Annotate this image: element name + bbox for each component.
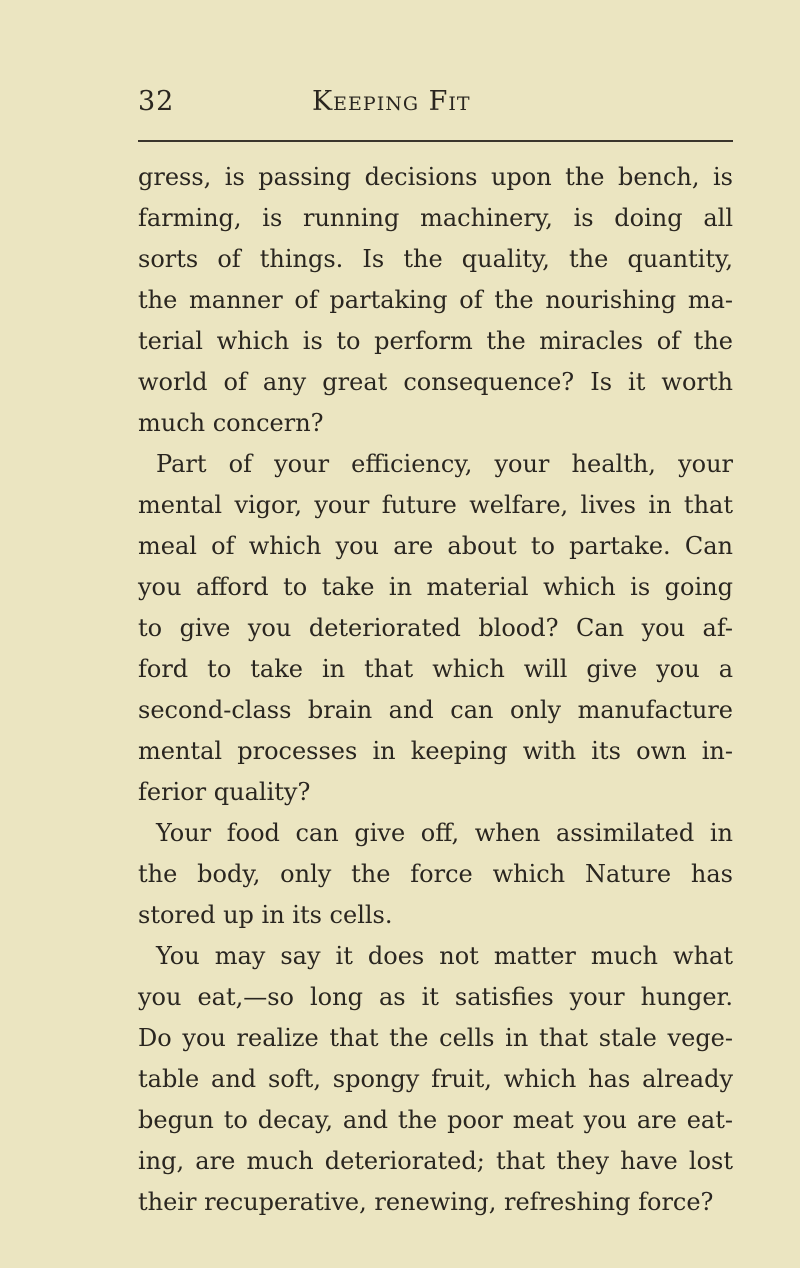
text-line: to give you deteriorated blood? Can you af- (138, 614, 733, 642)
text-line: ing, are much deteriorated; that they have lost (138, 1147, 733, 1175)
running-head (138, 86, 733, 126)
text-line: mental processes in keeping with its own in- (138, 737, 733, 765)
text-line: You may say it does not matter much what (156, 942, 733, 970)
text-line: farming, is running machinery, is doing all (138, 204, 733, 232)
text-line: table and soft, spongy fruit, which has already (138, 1065, 733, 1093)
text-line: Do you realize that the cells in that stale vege- (138, 1024, 733, 1052)
text-line: stored up in its cells. (138, 901, 393, 929)
body-text (138, 157, 733, 1223)
text-line: Your food can give off, when assimilated in (156, 819, 733, 847)
text-line: ferior quality? (138, 778, 311, 806)
text-line: the manner of partaking of the nourishing ma- (138, 286, 733, 314)
text-line: ford to take in that which will give you a (138, 655, 733, 683)
text-line: their recuperative, renewing, refreshing force? (138, 1188, 714, 1216)
text-line: Part of your efficiency, your health, your (156, 450, 733, 478)
text-line: world of any great consequence? Is it worth (138, 368, 733, 396)
text-line: you afford to take in material which is going (138, 573, 733, 601)
text-line: terial which is to perform the miracles of the (138, 327, 733, 355)
text-line: the body, only the force which Nature has (138, 860, 733, 888)
text-line: gress, is passing decisions upon the bench, is (138, 163, 733, 191)
text-line: begun to decay, and the poor meat you are eat- (138, 1106, 733, 1134)
header-rule (138, 140, 733, 142)
text-line: mental vigor, your future welfare, lives in that (138, 491, 733, 519)
text-line: much concern? (138, 409, 324, 437)
text-line: sorts of things. Is the quality, the quantity, (138, 245, 733, 273)
page-number: 32 (138, 86, 175, 117)
text-line: meal of which you are about to partake. Can (138, 532, 733, 560)
text-line: you eat,—so long as it satisfies your hunger. (138, 983, 733, 1011)
running-title: Keeping Fit (312, 86, 471, 117)
text-line: second-class brain and can only manufacture (138, 696, 733, 724)
